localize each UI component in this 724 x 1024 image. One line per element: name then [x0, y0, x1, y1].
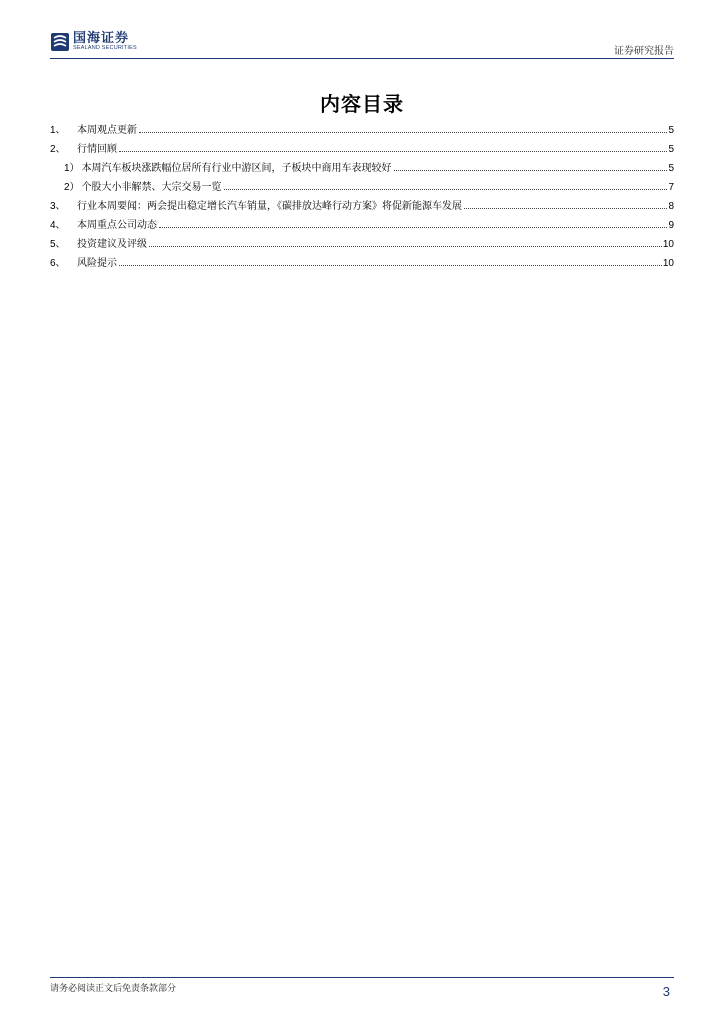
toc-entry-number: 1、 [50, 125, 66, 136]
toc-entry-page: 10 [662, 258, 674, 269]
toc-entry-title: 投资建议及评级 [77, 239, 147, 250]
toc-entry-title: 行业本周要闻：两会提出稳定增长汽车销量，《碳排放达峰行动方案》将促新能源车发展 [77, 201, 462, 212]
toc-entry[interactable] [50, 216, 674, 235]
toc-leader-dots [224, 188, 668, 190]
toc-entry-title: 行情回顾 [77, 144, 117, 155]
toc-entry-number: 4、 [50, 220, 66, 231]
toc-entry-title: 风险提示 [77, 258, 117, 269]
toc-entry[interactable] [50, 197, 674, 216]
toc-entry-number: 2、 [50, 144, 66, 155]
toc-entry[interactable] [50, 121, 674, 140]
toc-entry-number: 6、 [50, 258, 66, 269]
toc-entry-title: 个股大小非解禁、大宗交易一览 [81, 182, 222, 193]
page-footer [50, 977, 674, 999]
toc-entry-number: 2） [64, 182, 80, 193]
toc-entry[interactable] [50, 235, 674, 254]
toc-entry-page: 5 [668, 144, 674, 155]
toc-leader-dots [149, 245, 662, 247]
toc-entry-number: 3、 [50, 201, 66, 212]
toc-entry-page: 5 [668, 125, 674, 136]
toc-entry[interactable] [50, 254, 674, 273]
toc-leader-dots [119, 264, 662, 266]
toc-entry-number: 1） [64, 163, 80, 174]
toc-entry-number: 5、 [50, 239, 66, 250]
toc-entry-page: 5 [668, 163, 674, 174]
toc-subentry[interactable] [50, 159, 674, 178]
company-logo [50, 32, 137, 52]
toc-leader-dots [119, 150, 667, 152]
toc-entry-page: 9 [668, 220, 674, 231]
toc-entry-title: 本周观点更新 [77, 125, 137, 136]
sealand-logo-icon [50, 32, 70, 52]
page-title: 内容目录 [320, 92, 404, 116]
toc-entry-page: 8 [668, 201, 674, 212]
toc-leader-dots [159, 226, 667, 228]
toc-entry-page: 10 [662, 239, 674, 250]
toc-subentry[interactable] [50, 178, 674, 197]
logo-chinese-name: 国海证券 [73, 31, 130, 47]
toc-leader-dots [394, 169, 668, 171]
page-header [50, 30, 674, 59]
toc-leader-dots [139, 131, 667, 133]
toc-entry-title: 本周重点公司动态 [77, 220, 157, 231]
toc-entry-title: 本周汽车板块涨跌幅位居所有行业中游区间，子板块中商用车表现较好 [81, 163, 392, 174]
toc-entry[interactable] [50, 140, 674, 159]
report-type-label: 证券研究报告 [614, 46, 674, 57]
toc-entry-page: 7 [668, 182, 674, 193]
toc-leader-dots [464, 207, 667, 209]
disclaimer-note: 请务必阅读正文后免责条款部分 [50, 984, 177, 994]
page-number: 3 [662, 984, 670, 999]
logo-english-name: SEALAND SECURITIES [73, 45, 137, 52]
table-of-contents [50, 121, 674, 273]
